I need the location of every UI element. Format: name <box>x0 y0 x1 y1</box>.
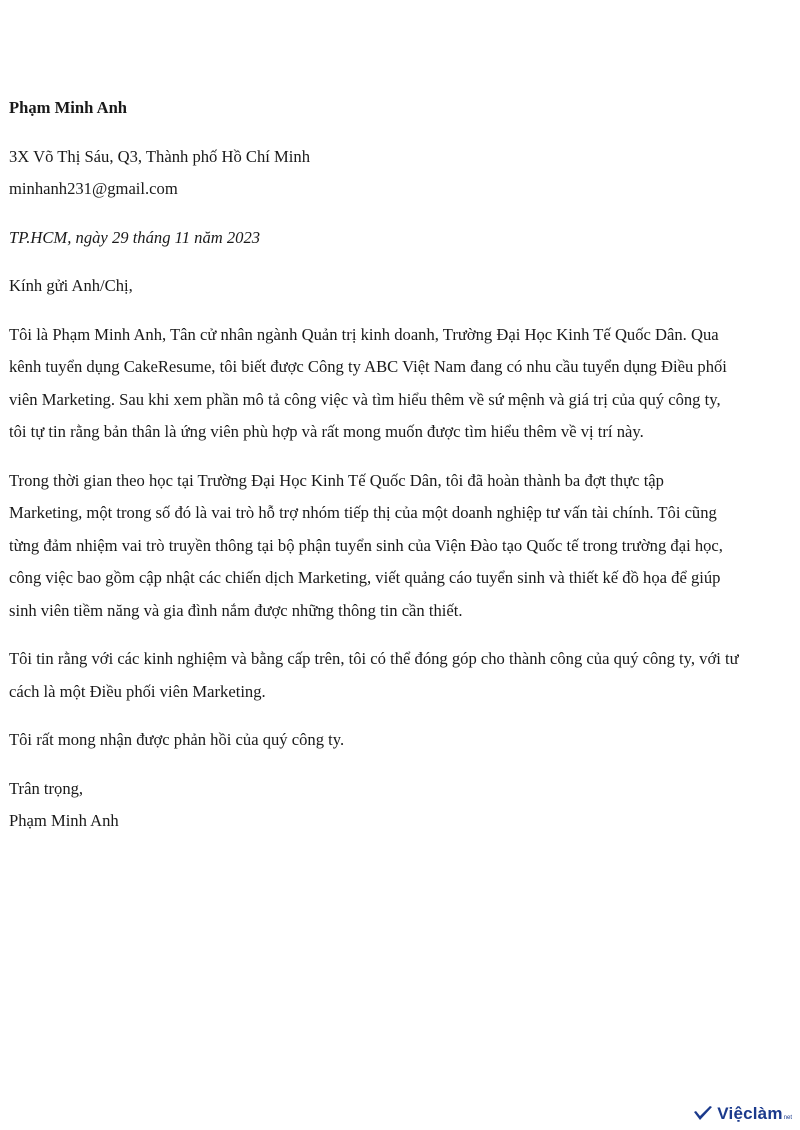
body-paragraph-4: Tôi rất mong nhận được phản hồi của quý công ty. <box>9 730 345 749</box>
salutation: Kính gửi Anh/Chị, <box>9 276 133 295</box>
sender-email: minhanh231@gmail.com <box>9 179 178 198</box>
signature-name: Phạm Minh Anh <box>9 811 119 830</box>
sender-address: 3X Võ Thị Sáu, Q3, Thành phố Hồ Chí Minh <box>9 146 311 166</box>
watermark-suffix: net <box>783 1115 792 1121</box>
closing: Trân trọng, <box>9 778 84 798</box>
cover-letter <box>9 92 739 838</box>
watermark-brand: Việclàm <box>717 1104 783 1123</box>
vieclam-watermark <box>693 1104 792 1124</box>
body-paragraph-3: Tôi tin rằng với các kinh nghiệm và bằng cấp trên, tôi có thể đóng góp cho thành công của quý công ty, với tư cách là một Điều phối viên Marketing. <box>9 649 739 701</box>
body-paragraph-2: Trong thời gian theo học tại Trường Đại Học Kinh Tế Quốc Dân, tôi đã hoàn thành ba đợt thực tập Marketing, một trong số đó là vai trò hỗ trợ nhóm tiếp thị của một doanh nghiệp tư vấn tài chính. Tôi cũng từng đảm nhiệm vai trò truyền thông tại bộ phận tuyển sinh của Viện Đào tạo Quốc tế trong trường đại học, công việc bao gồm cập nhật các chiến dịch Marketing, viết quảng cáo tuyển sinh và thiết kế đồ họa để giúp sinh viên tiềm năng và gia đình nắm được những thông tin cần thiết. <box>9 470 723 620</box>
checkmark-logo-icon <box>693 1105 713 1123</box>
sender-name: Phạm Minh Anh <box>9 98 128 117</box>
closing-block <box>9 773 739 838</box>
body-paragraph-1: Tôi là Phạm Minh Anh, Tân cử nhân ngành Quản trị kinh doanh, Trường Đại Học Kinh Tế Quốc Dân. Qua kênh tuyển dụng CakeResume, tôi biết được Công ty ABC Việt Nam đang có nhu cầu tuyển dụng Điều phối viên Marketing. Sau khi xem phần mô tả công việc và tìm hiểu thêm về sứ mệnh và giá trị của quý công ty, tôi tự tin rằng bản thân là ứng viên phù hợp và rất mong muốn được tìm hiểu thêm về vị trí này. <box>9 324 727 441</box>
sender-contact <box>9 141 739 206</box>
date-line: TP.HCM, ngày 29 tháng 11 năm 2023 <box>9 227 261 247</box>
